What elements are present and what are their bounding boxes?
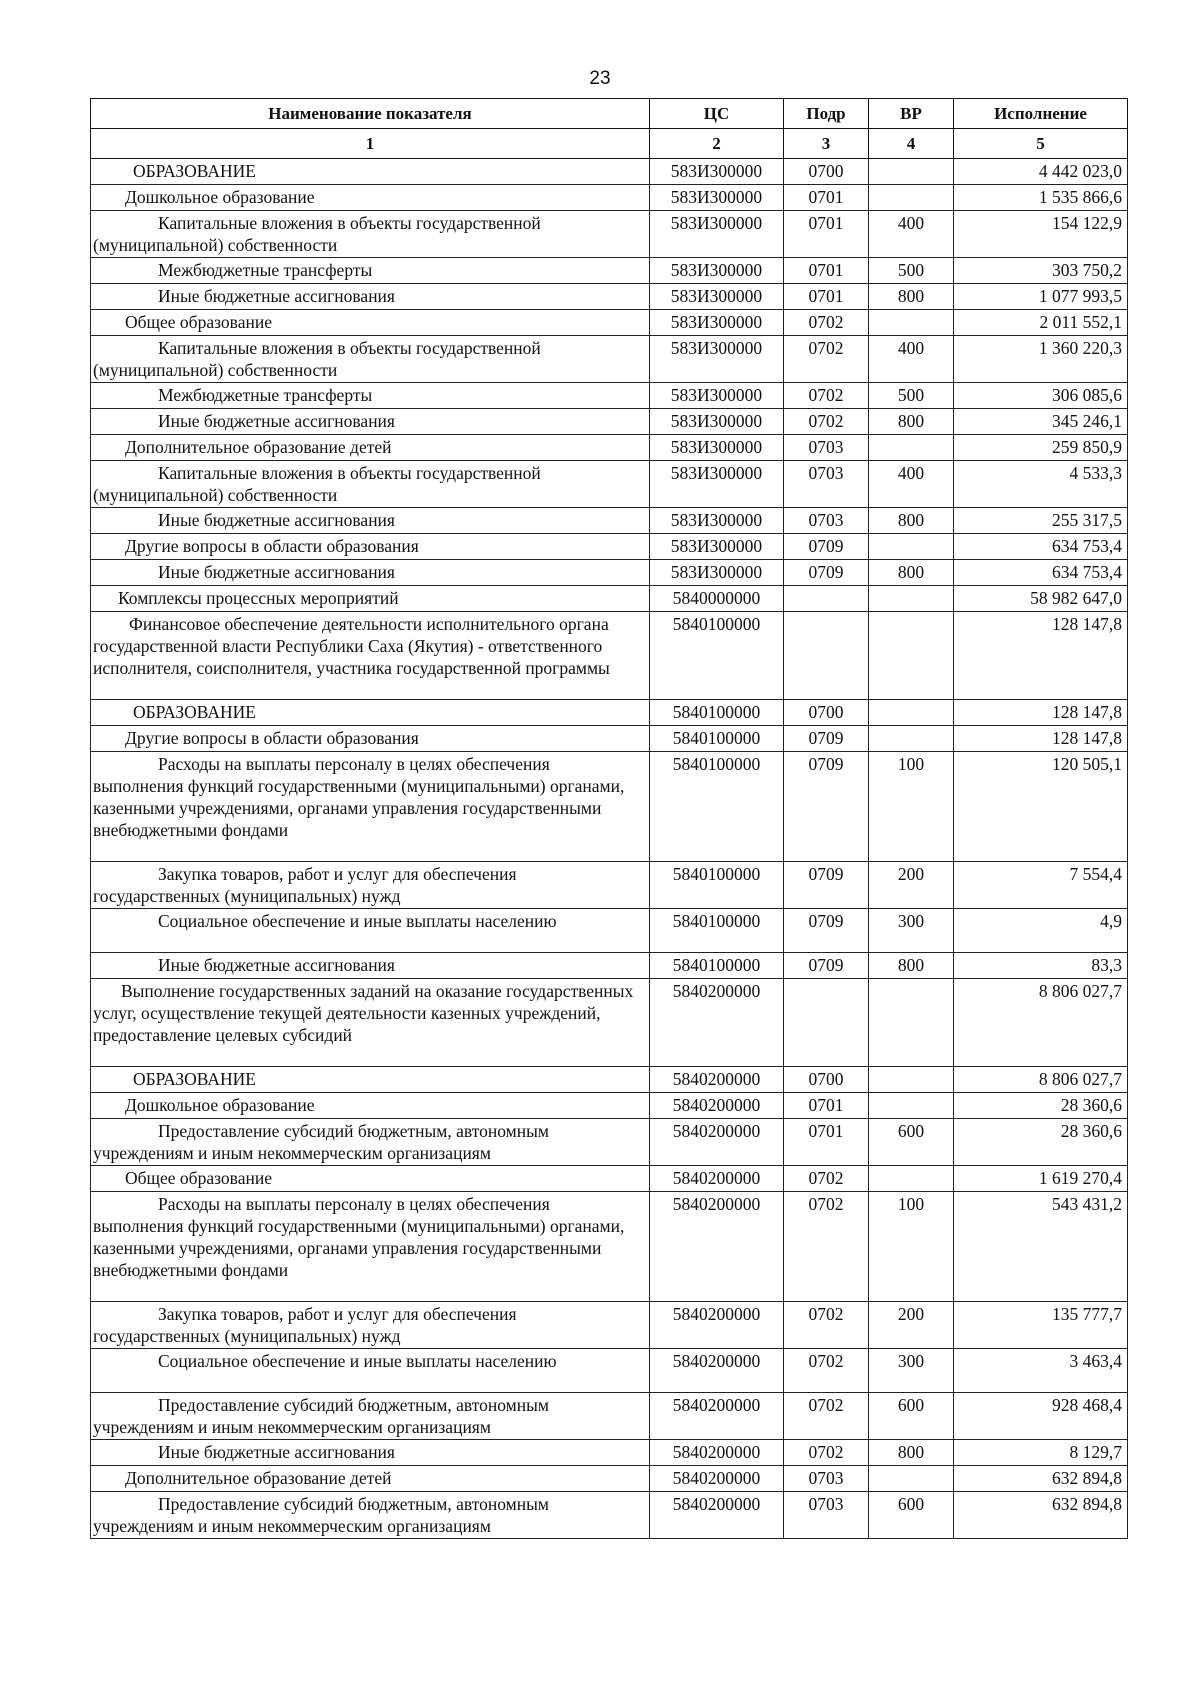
table-row <box>91 258 1128 284</box>
row-execution: 128 147,8 <box>954 726 1128 752</box>
table-row <box>91 1302 1128 1349</box>
row-execution: 1 619 270,4 <box>954 1166 1128 1192</box>
row-execution: 4,9 <box>954 909 1128 953</box>
row-execution: 634 753,4 <box>954 560 1128 586</box>
table-row <box>91 1440 1128 1466</box>
header-execution: Исполнение <box>954 99 1128 129</box>
row-name: Иные бюджетные ассигнования <box>91 284 650 310</box>
table-row <box>91 979 1128 1067</box>
column-number: 3 <box>784 129 869 159</box>
table-row <box>91 1466 1128 1492</box>
row-name: Предоставление субсидий бюджетным, автономным учреждениям и иным некоммерческим организациям <box>91 1393 650 1440</box>
row-cs: 5840200000 <box>650 1192 784 1302</box>
table-body <box>91 159 1128 1539</box>
row-vr <box>869 534 954 560</box>
row-vr: 400 <box>869 211 954 258</box>
table-row <box>91 1093 1128 1119</box>
row-vr: 300 <box>869 1349 954 1393</box>
row-cs: 5840200000 <box>650 1349 784 1393</box>
column-number: 2 <box>650 129 784 159</box>
header-cs: ЦС <box>650 99 784 129</box>
row-cs: 5840200000 <box>650 1492 784 1539</box>
row-cs: 583И300000 <box>650 409 784 435</box>
row-podr: 0702 <box>784 1440 869 1466</box>
row-podr: 0700 <box>784 1067 869 1093</box>
row-execution: 1 077 993,5 <box>954 284 1128 310</box>
row-execution: 154 122,9 <box>954 211 1128 258</box>
row-cs: 5840100000 <box>650 752 784 862</box>
row-name: Выполнение государственных заданий на оказание государственных услуг, осуществление текущей деятельности казенных учреждений, предоставление целевых субсидий <box>91 979 650 1067</box>
table-row <box>91 336 1128 383</box>
row-name: Межбюджетные трансферты <box>91 383 650 409</box>
row-execution: 28 360,6 <box>954 1093 1128 1119</box>
table-row <box>91 284 1128 310</box>
row-podr: 0701 <box>784 258 869 284</box>
row-name: Капитальные вложения в объекты государственной (муниципальной) собственности <box>91 461 650 508</box>
row-podr: 0702 <box>784 1393 869 1440</box>
table-row <box>91 1349 1128 1393</box>
row-podr: 0702 <box>784 310 869 336</box>
row-vr: 200 <box>869 862 954 909</box>
row-name: Дошкольное образование <box>91 1093 650 1119</box>
row-vr <box>869 1466 954 1492</box>
row-cs: 583И300000 <box>650 258 784 284</box>
table-row <box>91 310 1128 336</box>
row-name: Иные бюджетные ассигнования <box>91 508 650 534</box>
row-execution: 634 753,4 <box>954 534 1128 560</box>
row-cs: 5840100000 <box>650 612 784 700</box>
column-number: 1 <box>91 129 650 159</box>
row-cs: 5840200000 <box>650 1119 784 1166</box>
row-cs: 5840200000 <box>650 1093 784 1119</box>
row-cs: 5840100000 <box>650 700 784 726</box>
row-cs: 5840100000 <box>650 953 784 979</box>
table-row <box>91 612 1128 700</box>
table-row <box>91 726 1128 752</box>
row-vr <box>869 159 954 185</box>
row-cs: 5840200000 <box>650 1166 784 1192</box>
row-name: ОБРАЗОВАНИЕ <box>91 159 650 185</box>
row-execution: 128 147,8 <box>954 612 1128 700</box>
column-number: 5 <box>954 129 1128 159</box>
table-row <box>91 1067 1128 1093</box>
row-podr: 0702 <box>784 1192 869 1302</box>
row-podr: 0702 <box>784 336 869 383</box>
row-vr <box>869 586 954 612</box>
row-execution: 28 360,6 <box>954 1119 1128 1166</box>
row-name: Иные бюджетные ассигнования <box>91 1440 650 1466</box>
row-name: Иные бюджетные ассигнования <box>91 409 650 435</box>
row-execution: 8 129,7 <box>954 1440 1128 1466</box>
row-execution: 928 468,4 <box>954 1393 1128 1440</box>
table-row <box>91 1166 1128 1192</box>
row-cs: 583И300000 <box>650 461 784 508</box>
row-execution: 306 085,6 <box>954 383 1128 409</box>
row-podr: 0703 <box>784 1466 869 1492</box>
row-vr: 800 <box>869 1440 954 1466</box>
row-execution: 58 982 647,0 <box>954 586 1128 612</box>
table-row <box>91 862 1128 909</box>
row-cs: 583И300000 <box>650 211 784 258</box>
row-vr <box>869 979 954 1067</box>
row-cs: 583И300000 <box>650 435 784 461</box>
row-vr: 800 <box>869 409 954 435</box>
row-podr <box>784 612 869 700</box>
row-podr: 0709 <box>784 534 869 560</box>
row-execution: 8 806 027,7 <box>954 979 1128 1067</box>
row-vr <box>869 612 954 700</box>
row-name: Дошкольное образование <box>91 185 650 211</box>
row-podr: 0702 <box>784 383 869 409</box>
row-podr: 0701 <box>784 211 869 258</box>
table-row <box>91 700 1128 726</box>
row-name: Предоставление субсидий бюджетным, автономным учреждениям и иным некоммерческим организациям <box>91 1492 650 1539</box>
row-podr: 0700 <box>784 159 869 185</box>
column-number: 4 <box>869 129 954 159</box>
row-podr <box>784 979 869 1067</box>
row-podr: 0703 <box>784 435 869 461</box>
row-execution: 543 431,2 <box>954 1192 1128 1302</box>
row-name: Межбюджетные трансферты <box>91 258 650 284</box>
row-vr: 600 <box>869 1492 954 1539</box>
row-name: Социальное обеспечение и иные выплаты населению <box>91 1349 650 1393</box>
row-podr: 0701 <box>784 284 869 310</box>
row-execution: 135 777,7 <box>954 1302 1128 1349</box>
row-podr: 0701 <box>784 185 869 211</box>
page-number: 23 <box>589 68 611 89</box>
row-vr <box>869 726 954 752</box>
row-vr <box>869 310 954 336</box>
row-execution: 2 011 552,1 <box>954 310 1128 336</box>
row-podr: 0709 <box>784 953 869 979</box>
row-vr: 300 <box>869 909 954 953</box>
table-header-row <box>91 99 1128 129</box>
table-row <box>91 534 1128 560</box>
table-row <box>91 1119 1128 1166</box>
row-vr: 400 <box>869 461 954 508</box>
row-name: Закупка товаров, работ и услуг для обеспечения государственных (муниципальных) нужд <box>91 862 650 909</box>
row-cs: 5840100000 <box>650 909 784 953</box>
row-podr: 0709 <box>784 909 869 953</box>
row-cs: 583И300000 <box>650 534 784 560</box>
row-name: Предоставление субсидий бюджетным, автономным учреждениям и иным некоммерческим организациям <box>91 1119 650 1166</box>
row-podr: 0703 <box>784 508 869 534</box>
header-vr: ВР <box>869 99 954 129</box>
row-name: ОБРАЗОВАНИЕ <box>91 700 650 726</box>
row-cs: 5840200000 <box>650 979 784 1067</box>
row-cs: 583И300000 <box>650 560 784 586</box>
row-vr: 100 <box>869 1192 954 1302</box>
row-vr: 200 <box>869 1302 954 1349</box>
row-vr: 800 <box>869 508 954 534</box>
row-vr <box>869 1067 954 1093</box>
row-vr <box>869 1166 954 1192</box>
row-execution: 120 505,1 <box>954 752 1128 862</box>
row-podr: 0702 <box>784 1302 869 1349</box>
table-row <box>91 409 1128 435</box>
row-name: Другие вопросы в области образования <box>91 726 650 752</box>
row-cs: 5840200000 <box>650 1393 784 1440</box>
row-podr: 0701 <box>784 1119 869 1166</box>
table-row <box>91 1192 1128 1302</box>
row-name: Общее образование <box>91 310 650 336</box>
table-row <box>91 211 1128 258</box>
table-row <box>91 909 1128 953</box>
row-vr <box>869 700 954 726</box>
row-podr: 0703 <box>784 1492 869 1539</box>
row-name: Дополнительное образование детей <box>91 435 650 461</box>
row-name: Другие вопросы в области образования <box>91 534 650 560</box>
row-cs: 5840200000 <box>650 1466 784 1492</box>
row-vr: 500 <box>869 258 954 284</box>
row-name: Дополнительное образование детей <box>91 1466 650 1492</box>
row-name: Расходы на выплаты персоналу в целях обеспечения выполнения функций государственными (муниципальными) органами, казенными учреждениями, органами управления государственными внебюджетными фондами <box>91 752 650 862</box>
row-name: ОБРАЗОВАНИЕ <box>91 1067 650 1093</box>
row-podr: 0701 <box>784 1093 869 1119</box>
row-name: Иные бюджетные ассигнования <box>91 560 650 586</box>
header-podr: Подр <box>784 99 869 129</box>
table-row <box>91 1492 1128 1539</box>
table-row <box>91 508 1128 534</box>
table-row <box>91 435 1128 461</box>
row-vr: 400 <box>869 336 954 383</box>
row-vr: 800 <box>869 560 954 586</box>
row-podr: 0709 <box>784 560 869 586</box>
row-cs: 583И300000 <box>650 336 784 383</box>
row-execution: 345 246,1 <box>954 409 1128 435</box>
row-vr: 800 <box>869 953 954 979</box>
row-name: Комплексы процессных мероприятий <box>91 586 650 612</box>
column-number-row <box>91 129 1128 159</box>
row-podr: 0702 <box>784 1166 869 1192</box>
table-row <box>91 1393 1128 1440</box>
row-cs: 583И300000 <box>650 383 784 409</box>
row-name: Финансовое обеспечение деятельности исполнительного органа государственной власти Республики Саха (Якутия) - ответственного исполнителя, соисполнителя, участника государственной программы <box>91 612 650 700</box>
row-vr: 800 <box>869 284 954 310</box>
row-execution: 259 850,9 <box>954 435 1128 461</box>
row-podr: 0709 <box>784 862 869 909</box>
row-cs: 583И300000 <box>650 508 784 534</box>
row-execution: 4 533,3 <box>954 461 1128 508</box>
row-execution: 255 317,5 <box>954 508 1128 534</box>
row-name: Общее образование <box>91 1166 650 1192</box>
table-row <box>91 586 1128 612</box>
row-execution: 1 360 220,3 <box>954 336 1128 383</box>
row-podr: 0709 <box>784 726 869 752</box>
row-name: Капитальные вложения в объекты государственной (муниципальной) собственности <box>91 336 650 383</box>
row-name: Закупка товаров, работ и услуг для обеспечения государственных (муниципальных) нужд <box>91 1302 650 1349</box>
row-execution: 632 894,8 <box>954 1466 1128 1492</box>
row-podr: 0700 <box>784 700 869 726</box>
row-name: Социальное обеспечение и иные выплаты населению <box>91 909 650 953</box>
row-cs: 5840200000 <box>650 1067 784 1093</box>
table-row <box>91 185 1128 211</box>
row-name: Расходы на выплаты персоналу в целях обеспечения выполнения функций государственными (муниципальными) органами, казенными учреждениями, органами управления государственными внебюджетными фондами <box>91 1192 650 1302</box>
row-cs: 583И300000 <box>650 159 784 185</box>
row-podr: 0703 <box>784 461 869 508</box>
table-row <box>91 560 1128 586</box>
row-execution: 632 894,8 <box>954 1492 1128 1539</box>
row-cs: 5840200000 <box>650 1440 784 1466</box>
row-cs: 5840100000 <box>650 726 784 752</box>
row-execution: 8 806 027,7 <box>954 1067 1128 1093</box>
row-podr: 0709 <box>784 752 869 862</box>
row-name: Иные бюджетные ассигнования <box>91 953 650 979</box>
row-execution: 7 554,4 <box>954 862 1128 909</box>
row-vr <box>869 435 954 461</box>
header-name: Наименование показателя <box>91 99 650 129</box>
budget-table <box>90 98 1128 1539</box>
row-cs: 5840100000 <box>650 862 784 909</box>
row-vr: 100 <box>869 752 954 862</box>
table-row <box>91 752 1128 862</box>
row-name: Капитальные вложения в объекты государственной (муниципальной) собственности <box>91 211 650 258</box>
row-cs: 583И300000 <box>650 310 784 336</box>
row-podr <box>784 586 869 612</box>
row-cs: 5840000000 <box>650 586 784 612</box>
table-row <box>91 383 1128 409</box>
row-vr <box>869 1093 954 1119</box>
row-cs: 5840200000 <box>650 1302 784 1349</box>
row-execution: 3 463,4 <box>954 1349 1128 1393</box>
row-cs: 583И300000 <box>650 284 784 310</box>
table-row <box>91 159 1128 185</box>
row-podr: 0702 <box>784 409 869 435</box>
row-vr: 600 <box>869 1119 954 1166</box>
row-vr: 600 <box>869 1393 954 1440</box>
row-execution: 303 750,2 <box>954 258 1128 284</box>
row-vr <box>869 185 954 211</box>
row-execution: 83,3 <box>954 953 1128 979</box>
row-execution: 1 535 866,6 <box>954 185 1128 211</box>
row-vr: 500 <box>869 383 954 409</box>
row-podr: 0702 <box>784 1349 869 1393</box>
row-execution: 4 442 023,0 <box>954 159 1128 185</box>
table-row <box>91 953 1128 979</box>
row-execution: 128 147,8 <box>954 700 1128 726</box>
row-cs: 583И300000 <box>650 185 784 211</box>
table-row <box>91 461 1128 508</box>
